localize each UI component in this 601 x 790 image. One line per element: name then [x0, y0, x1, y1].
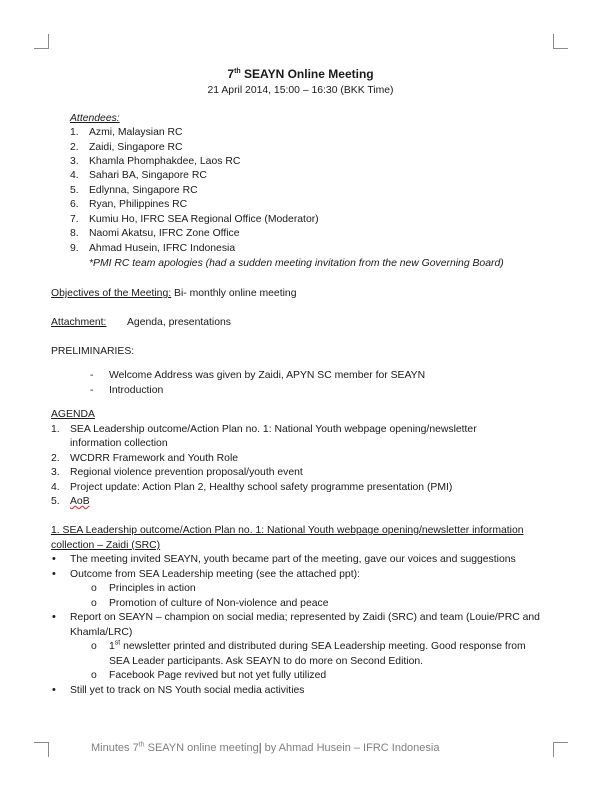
sub-bullet-icon: o — [91, 598, 97, 609]
document-subtitle: 21 April 2014, 15:00 – 16:30 (BKK Time) — [207, 85, 394, 96]
preliminary-item: Welcome Address was given by Zaidi, APYN SC member for SEAYN — [109, 370, 426, 381]
agenda-item: AoB — [70, 496, 90, 507]
list-item-text: Naomi Akatsu, IFRC Zone Office — [89, 228, 240, 239]
agenda-item-cont: information collection — [70, 438, 168, 449]
agenda-heading: AGENDA — [51, 409, 95, 420]
attachment-label: Attachment: — [51, 317, 107, 328]
sub-bullet-item: Promotion of culture of Non-violence and peace — [109, 598, 329, 609]
dash-marker: - — [90, 370, 94, 381]
agenda-item: WCDRR Framework and Youth Role — [70, 453, 239, 464]
list-item: 4. — [70, 170, 79, 181]
sub-bullet-icon: o — [91, 583, 97, 594]
preliminary-item: Introduction — [109, 385, 164, 396]
crop-mark-bottom-left — [34, 742, 49, 757]
crop-mark-top-right — [553, 34, 568, 49]
agenda-number: 3. — [51, 467, 60, 478]
sub-bullet-icon: o — [91, 641, 97, 652]
objectives-line — [51, 287, 296, 302]
list-item: 9. — [70, 243, 79, 254]
crop-mark-top-left — [34, 34, 49, 49]
agenda-item: Regional violence prevention proposal/youth event — [70, 467, 303, 478]
list-item-text: Zaidi, Singapore RC — [89, 142, 183, 153]
section-heading: 1. SEA Leadership outcome/Action Plan no. 1: National Youth webpage opening/newsletter information — [51, 525, 524, 536]
list-item: 2. — [70, 142, 79, 153]
list-item: 6. — [70, 199, 79, 210]
list-item-text: Kumiu Ho, IFRC SEA Regional Office (Moderator) — [89, 214, 319, 225]
preliminaries-heading: PRELIMINARIES: — [51, 346, 135, 357]
sub-bullet-item: Principles in action — [109, 583, 196, 594]
list-item: 7. — [70, 214, 79, 225]
agenda-item: SEA Leadership outcome/Action Plan no. 1: National Youth webpage opening/newsletter — [70, 424, 477, 435]
list-item-text: Sahari BA, Singapore RC — [89, 170, 207, 181]
agenda-number: 5. — [51, 496, 60, 507]
bullet-item: Report on SEAYN – champion on social media; represented by Zaidi (SRC) and team (Louie/PRC and — [70, 612, 540, 623]
objectives-label: Objectives of the Meeting: — [51, 288, 172, 299]
attachment-text: Agenda, presentations — [127, 317, 231, 328]
agenda-item: Project update: Action Plan 2, Healthy school safety programme presentation (PMI) — [70, 482, 453, 493]
sub-bullet-item: 1st newsletter printed and distributed during SEA Leadership meeting. Good response from — [109, 639, 526, 652]
agenda-number: 2. — [51, 453, 60, 464]
list-item: 1. — [70, 127, 79, 138]
objectives-text: Bi- monthly online meeting — [171, 288, 297, 299]
page-footer: Minutes 7th SEAYN online meeting| by Ahmad Husein – IFRC Indonesia — [91, 741, 440, 754]
bullet-icon: • — [52, 684, 56, 696]
document-title: 7th SEAYN Online Meeting — [227, 67, 374, 81]
bullet-item: Outcome from SEA Leadership meeting (see the attached ppt): — [70, 569, 360, 580]
agenda-number: 4. — [51, 482, 60, 493]
list-item-text: Azmi, Malaysian RC — [89, 127, 183, 138]
crop-mark-bottom-right — [553, 742, 568, 757]
bullet-item: The meeting invited SEAYN, youth became part of the meeting, gave our voices and suggestions — [70, 554, 516, 565]
bullet-icon: • — [52, 553, 56, 565]
list-item-text: Ryan, Philippines RC — [89, 199, 188, 210]
list-item: 8. — [70, 228, 79, 239]
list-item-text: Ahmad Husein, IFRC Indonesia — [89, 243, 236, 254]
agenda-number: 1. — [51, 424, 60, 435]
sub-bullet-item-cont: SEA Leader participants. Ask SEAYN to do more on Second Edition. — [109, 656, 424, 667]
sub-bullet-item: Facebook Page revived but not yet fully utilized — [109, 670, 327, 681]
list-item-text: Edlynna, Singapore RC — [89, 185, 198, 196]
apology-note: *PMI RC team apologies (had a sudden meeting invitation from the new Governing Board) — [89, 258, 504, 269]
list-item: 3. — [70, 156, 79, 167]
list-item-text: Khamla Phomphakdee, Laos RC — [89, 156, 241, 167]
bullet-item-cont: Khamla/LRC) — [70, 627, 133, 638]
sub-bullet-icon: o — [91, 670, 97, 681]
list-item: 5. — [70, 185, 79, 196]
bullet-icon: • — [52, 611, 56, 623]
bullet-item: Still yet to track on NS Youth social media activities — [70, 685, 305, 696]
section-heading-cont: collection – Zaidi (SRC) — [51, 540, 161, 551]
attendees-heading: Attendees: — [70, 113, 120, 124]
dash-marker: - — [90, 385, 94, 396]
bullet-icon: • — [52, 568, 56, 580]
